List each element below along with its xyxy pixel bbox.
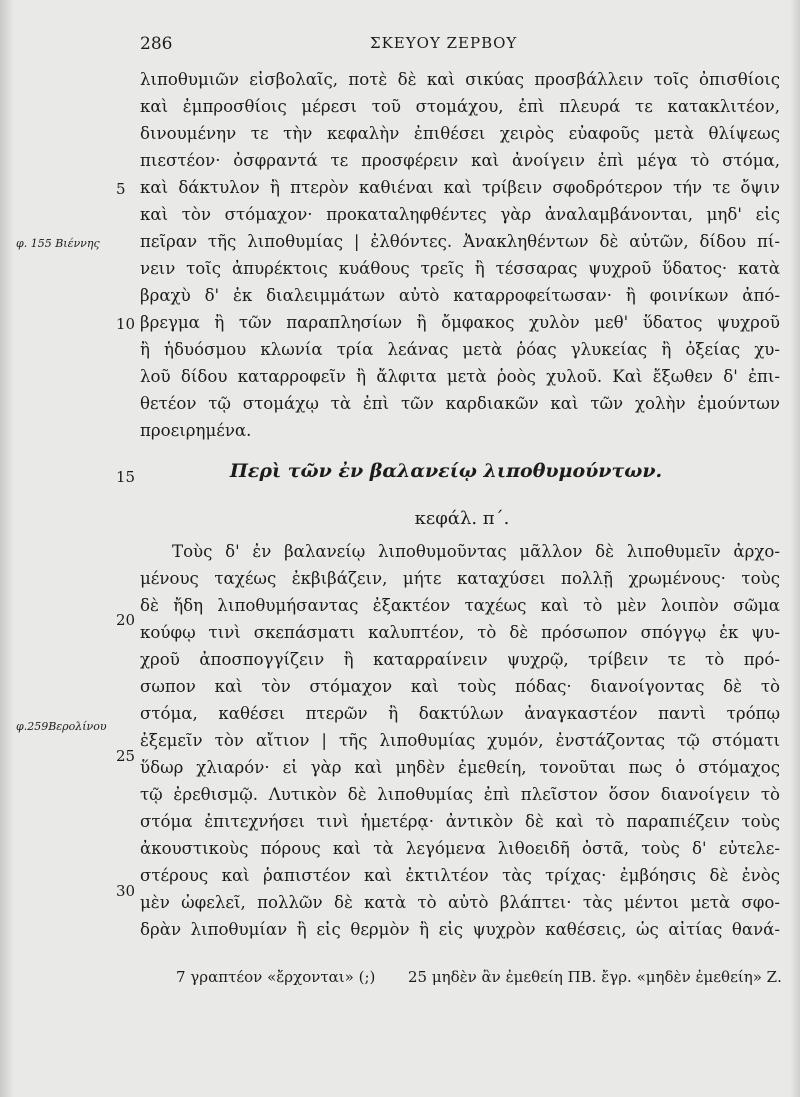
line-number: 20 <box>116 611 136 629</box>
chapter-label-text: κεφάλ. π΄. <box>414 508 510 529</box>
text-line: στόμα ἐπιτεχνήσει τινὶ ἡμετέρᾳ· ἀντικὸν δὲ καὶ τὸ παραπιέζειν τοὺς <box>140 812 780 831</box>
page-left-edge <box>0 0 14 1097</box>
text-line: σωπον καὶ τὸν στόμαχον καὶ τοὺς πόδας· διανοίγοντας δὲ τὸ <box>140 677 780 696</box>
text-line: δινουμένην τε τὴν κεφαλὴν ἐπιθέσει χειρὸς εὐαφοῦς μετὰ θλίψεως <box>140 124 780 143</box>
text-line: δὲ ἤδη λιποθυμήσαντας ἐξακτέον ταχέως καὶ τὸ μὲν λοιπὸν σῶμα <box>140 596 780 615</box>
page-right-edge <box>790 0 800 1097</box>
page-number: 286 <box>140 34 173 54</box>
line-number: 10 <box>116 315 136 333</box>
text-line: θετέον τῷ στομάχῳ τὰ ἐπὶ τῶν καρδιακῶν καὶ τῶν χολὴν ἐμούντων <box>140 394 780 413</box>
line-number: 25 <box>116 747 136 765</box>
text-line: καὶ τὸν στόμαχον· προκαταληφθέντες γὰρ ἀναλαμβάνονται, μηδ' εἰς <box>140 205 780 224</box>
margin-note: φ. 155 Βιέννης <box>16 237 100 250</box>
text-line: τῷ ἐρεθισμῷ. Λυτικὸν δὲ λιποθυμίας ἐπὶ πλεῖστον ὅσον διανοίγειν τὸ <box>140 785 780 804</box>
text-line: χροῦ ἀποσπογγίζειν ἢ καταρραίνειν ψυχρῷ, τρίβειν τε τὸ πρό- <box>140 650 780 669</box>
text-line: δρὰν λιποθυμίαν ἢ εἰς θερμὸν ἢ εἰς ψυχρὸν καθέσεις, ὡς αἰτίας θανά- <box>140 920 780 939</box>
text-line: στέρους καὶ ῥαπιστέον καὶ ἐκτιλτέον τὰς τρίχας· ἐμβόησις δὲ ἐνὸς <box>140 866 780 885</box>
footnote: 7 γραπτέον «ἔρχονται» (;) <box>176 968 376 986</box>
text-line: στόμα, καθέσει πτερῶν ἢ δακτύλων ἀναγκαστέον παντὶ τρόπῳ <box>140 704 780 723</box>
text-line: λοῦ δίδου καταρροφεῖν ἢ ἄλφιτα μετὰ ῥοὸς χυλοῦ. Καὶ ἔξωθεν δ' ἐπι- <box>140 367 780 386</box>
text-line: ὕδωρ χλιαρόν· εἰ γὰρ καὶ μηδὲν ἐμεθείη, τονοῦται πως ὁ στόμαχος <box>140 758 780 777</box>
text-line: πεῖραν τῆς λιποθυμίας | ἐλθόντες. Ἀνακληθέντων δὲ αὐτῶν, δίδου πί- <box>140 232 780 251</box>
section-title-text: Περὶ τῶν ἐν βαλανείῳ λιποθυμούντων. <box>229 460 663 482</box>
text-line: ἀκουστικοὺς πόρους καὶ τὰ λεγόμενα λιθοειδῆ ὀστᾶ, τοὺς δ' εὐτελε- <box>140 839 780 858</box>
margin-note: φ.259Βερολίνου <box>16 720 107 733</box>
section-title <box>140 460 780 482</box>
text-line: βραχὺ δ' ἐκ διαλειμμάτων αὐτὸ καταρροφείτωσαν· ἢ φοινίκων ἀπό- <box>140 286 780 305</box>
text-line: πιεστέον· ὀσφραντά τε προσφέρειν καὶ ἀνοίγειν ἐπὶ μέγα τὸ στόμα, <box>140 151 780 170</box>
text-line: καὶ ἐμπροσθίοις μέρεσι τοῦ στομάχου, ἐπὶ πλευρά τε κατακλιτέον, <box>140 97 780 116</box>
text-line: μὲν ὠφελεῖ, πολλῶν δὲ κατὰ τὸ αὐτὸ βλάπτει· τὰς μέντοι μετὰ σφο- <box>140 893 780 912</box>
text-line: λιποθυμιῶν εἰσβολαῖς, ποτὲ δὲ καὶ σικύας προσβάλλειν τοῖς ὀπισθίοις <box>140 70 780 89</box>
text-line: μένους ταχέως ἐκβιβάζειν, μήτε καταχύσει πολλῇ χρωμένους· τοὺς <box>140 569 780 588</box>
text-line: προειρημένα. <box>140 421 252 440</box>
text-line: ἢ ἡδυόσμου κλωνία τρία λεάνας μετὰ ῥόας γλυκείας ἢ ὀξείας χυ- <box>140 340 780 359</box>
line-number: 15 <box>116 468 136 486</box>
running-title: ΣΚΕΥΟΥ ΖΕΡΒΟΥ <box>370 34 518 52</box>
footnote: 25 μηδὲν ἂν ἐμεθείη ΠΒ. ἔγρ. «μηδὲν ἐμεθείη» Ζ. <box>408 968 782 986</box>
text-line: βρεγμα ἢ τῶν παραπλησίων ἢ ὄμφακος χυλὸν μεθ' ὕδατος ψυχροῦ <box>140 313 780 332</box>
text-line: κούφῳ τινὶ σκεπάσματι καλυπτέον, τὸ δὲ πρόσωπον σπόγγῳ ἐκ ψυ- <box>140 623 780 642</box>
line-number: 30 <box>116 882 136 900</box>
line-number: 5 <box>116 180 126 198</box>
chapter-label <box>140 508 780 529</box>
text-line: ἐξεμεῖν τὸν αἴτιον | τῆς λιποθυμίας χυμόν, ἐνστάζοντας τῷ στόματι <box>140 731 780 750</box>
text-line: καὶ δάκτυλον ἢ πτερὸν καθιέναι καὶ τρίβειν σφοδρότερον τήν τε ὄψιν <box>140 178 780 197</box>
text-line: νειν τοῖς ἀπυρέκτοις κυάθους τρεῖς ἢ τέσσαρας ψυχροῦ ὕδατος· κατὰ <box>140 259 780 278</box>
text-line: Τοὺς δ' ἐν βαλανείῳ λιποθυμοῦντας μᾶλλον δὲ λιποθυμεῖν ἀρχο- <box>172 542 780 561</box>
page-header <box>140 34 780 58</box>
